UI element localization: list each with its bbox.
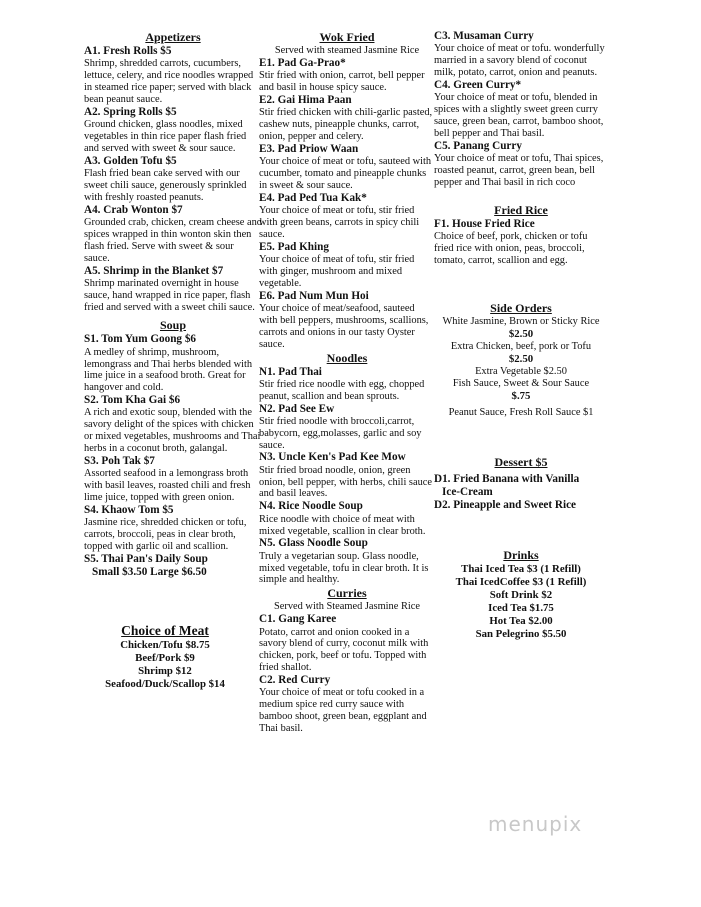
item-name: E1. Pad Ga-Prao* xyxy=(259,57,346,69)
drink-item: Hot Tea $2.00 xyxy=(489,615,553,628)
menu-item xyxy=(84,155,262,204)
item-desc: Choice of beef, pork, chicken or tofu fried rice with onion, peas, broccoli, tomato, carrot, scallion and egg. xyxy=(434,230,588,266)
item-name: A3. Golden Tofu $5 xyxy=(84,154,177,167)
item-name: C2. Red Curry xyxy=(259,674,331,687)
item-name: A5. Shrimp in the Blanket $7 xyxy=(84,264,224,277)
meat-price: Beef/Pork $9 xyxy=(135,652,195,665)
appetizers-heading: Appetizers xyxy=(145,30,201,44)
column-right xyxy=(434,30,608,641)
item-desc: A rich and exotic soup, blended with the savory delight of the spices with chicken or mixed vegetables, mushrooms and Thai herbs in a coconut broth, galangal. xyxy=(84,407,261,455)
menu-item xyxy=(259,613,435,674)
menu-item xyxy=(259,451,435,500)
item-desc: Your choice of meat or tofu. wonderfully married in a savory blend of coconut milk, potato, carrot, onion and peanuts. xyxy=(434,43,605,79)
noodles-heading: Noodles xyxy=(326,350,368,365)
item-name: N5. Glass Noodle Soup xyxy=(259,537,368,550)
item-name: F1. House Fried Rice xyxy=(434,217,535,230)
item-name: A1. Fresh Rolls $5 xyxy=(84,45,172,57)
menu-item xyxy=(434,30,608,79)
dessert-heading: Dessert $5 xyxy=(494,454,548,469)
wok-fried-subtitle: Served with steamed Jasmine Rice xyxy=(274,45,420,56)
menupix-watermark: menupix xyxy=(488,812,583,836)
side-item: White Jasmine, Brown or Sticky Rice xyxy=(442,315,600,327)
item-desc: Your choice of meat or tofu cooked in a medium spice red curry sauce with bamboo shoot, green bean, eggplant and Thai basil. xyxy=(259,687,427,735)
menu-item xyxy=(84,204,262,265)
item-name: E6. Pad Num Mun Hoi xyxy=(259,289,369,302)
dessert-list xyxy=(434,473,608,513)
column-left xyxy=(84,30,262,691)
item-name: S2. Tom Kha Gai $6 xyxy=(84,394,181,407)
item-name: C3. Musaman Curry xyxy=(434,30,534,42)
menu-item xyxy=(84,553,262,579)
menu-item xyxy=(259,192,435,241)
item-desc: Your choice of meat/seafood, sauteed with bell peppers, mushrooms, scallions, carrots and onions in our tasty Oyster sauce. xyxy=(259,302,429,350)
item-desc: Stir fried rice noodle with egg, chopped peanut, scallion and bean sprouts. xyxy=(259,378,425,402)
side-item: Fish Sauce, Sweet & Sour Sauce xyxy=(452,377,590,389)
menu-item xyxy=(84,394,262,455)
item-name: A4. Crab Wonton $7 xyxy=(84,203,183,216)
menu-item xyxy=(259,403,435,452)
meat-price: Chicken/Tofu $8.75 xyxy=(120,639,210,652)
side-item: Peanut Sauce, Fresh Roll Sauce $1 xyxy=(448,406,594,418)
item-desc: Jasmine rice, shredded chicken or tofu, carrots, broccoli, peas in clear broth, topped with garlic oil and scallion. xyxy=(84,517,247,553)
item-desc: Your choice of meat of tofu, stir fried with ginger, mushroom and mixed vegetable. xyxy=(259,253,415,289)
menu-item xyxy=(434,140,608,189)
item-name: N2. Pad See Ew xyxy=(259,402,335,415)
curries-subtitle: Served with Steamed Jasmine Rice xyxy=(273,601,420,613)
menu-item xyxy=(84,504,262,553)
choice-of-meat xyxy=(68,623,262,691)
meat-price: Shrimp $12 xyxy=(138,665,192,678)
dessert-item: D2. Pineapple and Sweet Rice xyxy=(434,499,577,511)
choice-of-meat-heading: Choice of Meat xyxy=(121,623,209,639)
menu-item xyxy=(259,241,435,290)
item-desc: Your choice of meat or tofu, stir fried with green beans, carrots in spicy chili sauce. xyxy=(259,205,420,240)
side-orders-list xyxy=(434,316,608,419)
item-name: S1. Tom Yum Goong $6 xyxy=(84,333,197,346)
appetizer-list xyxy=(84,45,262,313)
fried-rice-heading: Fried Rice xyxy=(494,202,548,217)
item-desc: Your choice of meat or tofu, blended in spices with a slightly sweet green curry sauce, green bean, carrot, bamboo shoot, bell pepper and Thai basil. xyxy=(434,92,604,139)
meat-price: Seafood/Duck/Scallop $14 xyxy=(105,678,225,691)
item-desc: Small $3.50 Large $6.50 xyxy=(92,566,207,579)
dessert-item: Ice-Cream xyxy=(442,485,493,498)
drink-item: Soft Drink $2 xyxy=(489,589,553,602)
item-name: S5. Thai Pan's Daily Soup xyxy=(84,552,208,565)
item-desc: A medley of shrimp, mushroom, lemongrass and Thai herbs blended with lime juice in a seafood broth. Great for hangover and cold. xyxy=(84,346,253,394)
item-name: E5. Pad Khing xyxy=(259,240,329,253)
item-name: N4. Rice Noodle Soup xyxy=(259,500,363,513)
item-desc: Your choice of meat or tofu, Thai spices, roasted peanut, carrot, green bean, bell pepper and Thai basil in rich coco xyxy=(434,152,604,188)
soup-heading: Soup xyxy=(159,318,187,333)
item-name: C4. Green Curry* xyxy=(434,78,522,91)
drink-item: Iced Tea $1.75 xyxy=(488,602,554,615)
item-desc: Grounded crab, chicken, cream cheese and spices wrapped in thin wonton skin then flash fried. Serve with sweet & sour sauce. xyxy=(84,216,262,264)
drink-item: Thai Iced Tea $3 (1 Refill) xyxy=(461,563,581,576)
item-name: A2. Spring Rolls $5 xyxy=(84,105,177,118)
item-desc: Shrimp, shredded carrots, cucumbers, lettuce, celery, and rice noodles wrapped in steamed rice paper; served with black bean peanut sauce. xyxy=(84,58,254,105)
menu-item xyxy=(259,94,435,143)
item-desc: Stir fried chicken with chili-garlic pasted, cashew nuts, pineapple chunks, carrot, onion, pepper and celery. xyxy=(259,107,433,143)
item-desc: Flash fried bean cake served with our sweet chili sauce, generously sprinkled with freshly roasted peanuts. xyxy=(84,167,247,203)
item-name: E3. Pad Priow Waan xyxy=(259,142,359,155)
menu-item xyxy=(84,265,262,314)
item-name: C1. Gang Karee xyxy=(259,613,337,626)
side-item: Extra Chicken, beef, pork or Tofu xyxy=(450,340,592,352)
side-price: $2.50 xyxy=(508,352,534,365)
item-desc: Your choice of meat or tofu, sauteed with cucumber, tomato and pineapple chunks in sweet & sour sauce. xyxy=(259,156,432,191)
menu-item xyxy=(84,45,262,106)
item-name: E2. Gai Hima Paan xyxy=(259,94,352,107)
menu-item xyxy=(259,500,435,537)
column-middle xyxy=(259,30,435,735)
wok-fried-heading: Wok Fried xyxy=(319,30,375,44)
menu-item xyxy=(84,106,262,155)
item-name: S3. Poh Tak $7 xyxy=(84,455,155,468)
item-desc: Shrimp marinated overnight in house sauce, hand wrapped in rice paper, flash fried and served with a sweet chili sauce. xyxy=(84,277,255,313)
menu-item xyxy=(259,674,435,735)
drink-item: San Pelegrino $5.50 xyxy=(475,628,567,641)
menu-item xyxy=(259,143,435,192)
item-name: N1. Pad Thai xyxy=(259,365,322,378)
dessert-item: D1. Fried Banana with Vanilla xyxy=(434,472,580,485)
side-item: Extra Vegetable $2.50 xyxy=(475,365,567,377)
menu-item xyxy=(259,537,435,586)
curries-heading: Curries xyxy=(327,586,367,601)
drink-item: Thai IcedCoffee $3 (1 Refill) xyxy=(455,576,587,589)
menu-item xyxy=(434,79,608,140)
menu-item xyxy=(84,333,262,394)
item-name: N3. Uncle Ken's Pad Kee Mow xyxy=(259,451,406,464)
drinks-heading: Drinks xyxy=(503,548,539,563)
menu-item xyxy=(259,57,435,94)
side-price: $.75 xyxy=(511,389,531,402)
side-price: $2.50 xyxy=(508,327,534,340)
item-desc: Assorted seafood in a lemongrass broth with basil leaves, roasted chili and fresh lime juice, topped with green onion. xyxy=(84,468,251,504)
item-desc: Potato, carrot and onion cooked in a savory blend of curry, coconut milk with chicken, pork, beef or tofu. Topped with fried shallot. xyxy=(259,626,429,674)
menu-item xyxy=(259,290,435,351)
drinks-list xyxy=(434,563,608,641)
item-desc: Ground chicken, glass noodles, mixed vegetables in thin rice paper flash fried and served with sweet & sour sauce. xyxy=(84,119,247,154)
item-desc: Stir fried with onion, carrot, bell pepper and basil in house spicy sauce. xyxy=(259,70,425,94)
item-name: E4. Pad Ped Tua Kak* xyxy=(259,191,367,204)
item-name: C5. Panang Curry xyxy=(434,139,522,152)
item-desc: Stir fried broad noodle, onion, green onion, bell pepper, with herbs, chili sauce and basil leaves. xyxy=(259,464,433,500)
item-name: S4. Khaow Tom $5 xyxy=(84,504,174,516)
soup-list xyxy=(84,333,262,579)
menu-item xyxy=(84,455,262,504)
item-desc: Rice noodle with choice of meat with mixed vegetable, scallion in clear broth. xyxy=(259,513,426,537)
item-desc: Stir fried noodle with broccoli,carrot, babycorn, egg,molasses, garlic and soy sauce. xyxy=(259,415,422,451)
item-desc: Truly a vegetarian soup. Glass noodle, mixed vegetable, tofu in clear broth. It is simple and healthy. xyxy=(259,550,429,586)
menu-item xyxy=(259,366,435,403)
side-orders-heading: Side Orders xyxy=(490,300,552,315)
